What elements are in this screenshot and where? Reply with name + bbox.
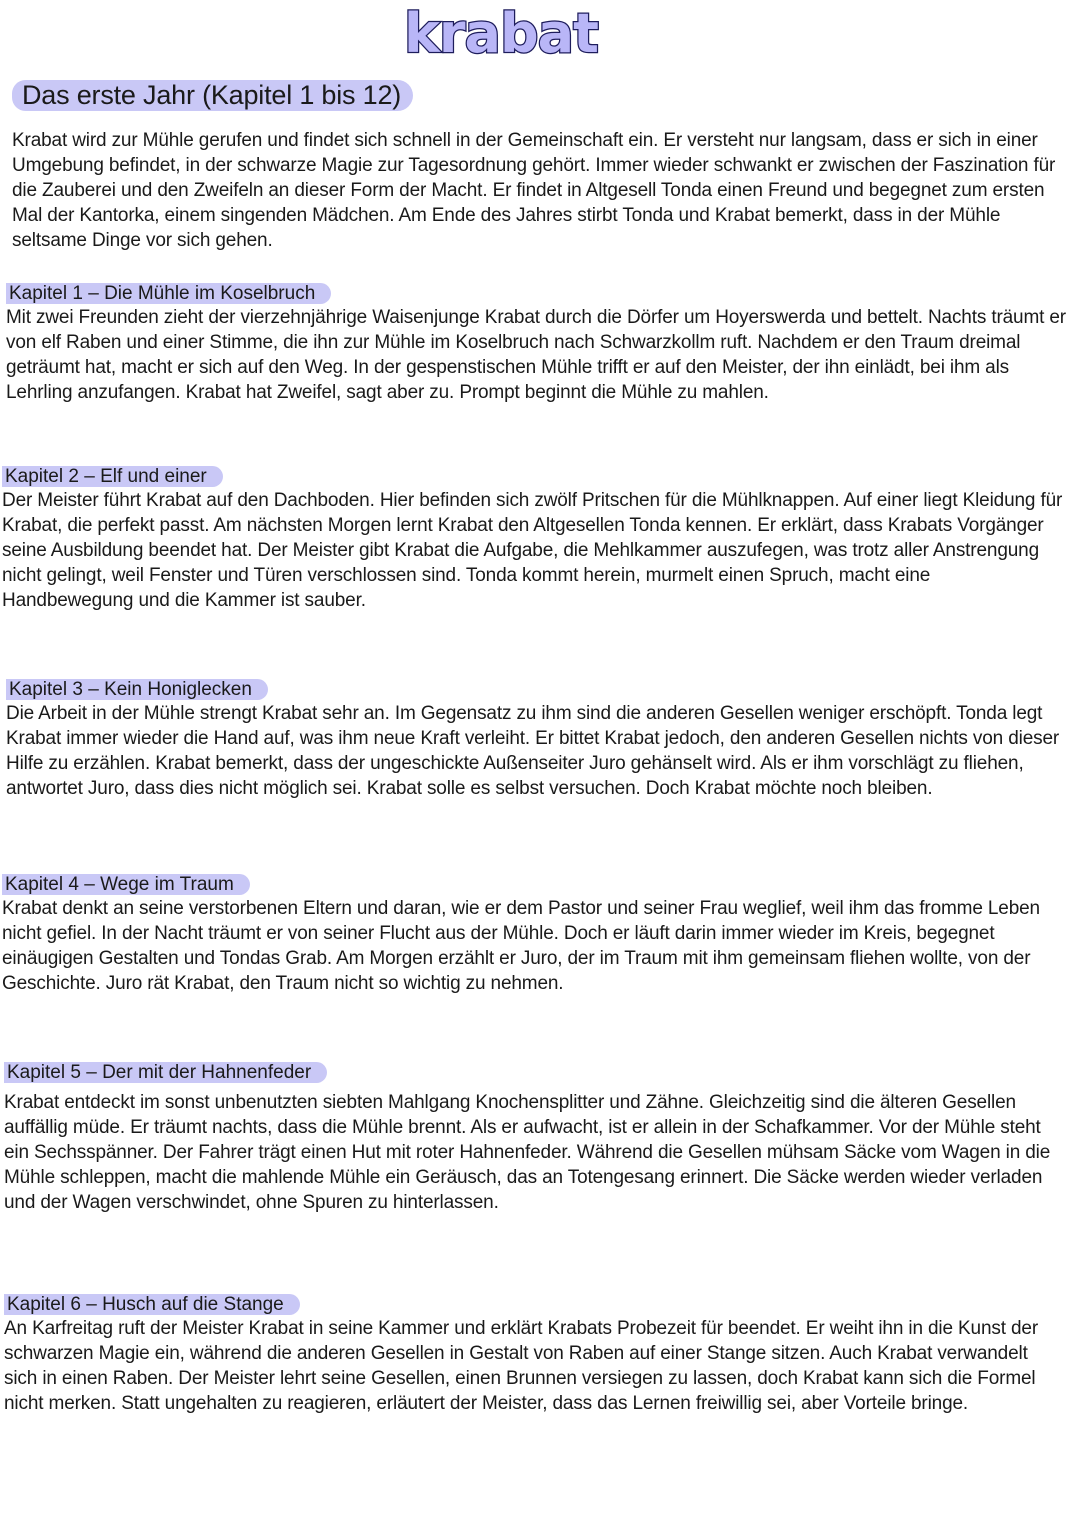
- chapter-2: [2, 466, 1064, 613]
- chapter-paragraph: Die Arbeit in der Mühle strengt Krabat sehr an. Im Gegensatz zu ihm sind die anderen Gesellen weniger erschöpft. Tonda legt Krabat immer wieder die Hand auf, was ihm neue Kraft verleiht. Er bittet Krabat jedoch, den anderen Gesellen nichts von dieser Hilfe zu erzählen. Krabat bemerkt, dass der ungeschickte Außenseiter Juro gehänselt wird. Als er ihm vorschlägt zu fliehen, antwortet Juro, dass dies nicht möglich sei. Krabat solle es selbst versuchen. Doch Krabat möchte noch bleiben.: [6, 703, 1060, 799]
- chapter-5: [4, 1062, 1064, 1215]
- chapter-paragraph: Mit zwei Freunden zieht der vierzehnjährige Waisenjunge Krabat durch die Dörfer um Hoyerswerda und bettelt. Nachts träumt er von elf Raben und einer Stimme, die ihn zur Mühle im Koselbruch nach Schwarzkollm ruft. Nachdem er den Traum dreimal geträumt hat, macht er sich auf den Weg. In der gespenstischen Mühle trifft er auf den Meister, der ihn einlädt, bei ihm als Lehrling anzufangen. Krabat hat Zweifel, sagt aber zu. Prompt beginnt die Mühle zu mahlen.: [6, 307, 1066, 403]
- intro-paragraph: Krabat wird zur Mühle gerufen und findet sich schnell in der Gemeinschaft ein. Er versteht nur langsam, dass er sich in einer Umgebung befindet, in der schwarze Magie zur Tagesordnung gehört. Immer wieder schwankt er zwischen der Faszination für die Zauberei und den Zweifeln an dieser Form der Macht. Er findet in Altgesell Tonda einen Freund und begegnet zum ersten Mal der Kantorka, einem singenden Mädchen. Am Ende des Jahres stirbt Tonda und Krabat bemerkt, dass in der Mühle seltsame Dinge vor sich gehen.: [12, 130, 1056, 251]
- chapter-heading: Kapitel 3 – Kein Honiglecken: [6, 679, 268, 700]
- chapter-4: [2, 874, 1064, 996]
- chapter-heading: Kapitel 1 – Die Mühle im Koselbruch: [6, 283, 331, 304]
- chapter-paragraph: Der Meister führt Krabat auf den Dachboden. Hier befinden sich zwölf Pritschen für die Mühlknappen. Auf einer liegt Kleidung für Krabat, die perfekt passt. Am nächsten Morgen lernt Krabat den Altgesellen Tonda kennen. Er erklärt, dass Krabats Vorgänger seine Ausbildung beendet hat. Der Meister gibt Krabat die Aufgabe, die Mehlkammer auszufegen, was trotz aller Anstrengung nicht gelingt, weil Fenster und Türen verschlossen sind. Tonda kommt herein, murmelt einen Spruch, macht eine Handbewegung und die Kammer ist sauber.: [2, 490, 1063, 611]
- chapter-1: [6, 283, 1066, 405]
- krabat-logo: [400, 2, 620, 62]
- intro-block: [12, 128, 1068, 253]
- chapter-paragraph: Krabat entdeckt im sonst unbenutzten siebten Mahlgang Knochensplitter und Zähne. Gleichzeitig sind die älteren Gesellen auffällig müde. Er träumt nachts, dass die Mühle brennt. Als er aufwacht, ist er allein in der Schafkammer. Vor der Mühle steht ein Sechsspänner. Der Fahrer trägt einen Hut mit roter Hahnenfeder. Während die Gesellen mühsam Säcke vom Wagen in die Mühle schleppen, macht die mahlende Mühle ein Geräusch, das an Totengesang erinnert. Die Säcke werden wieder verladen und der Wagen verschwindet, ohne Spuren zu hinterlassen.: [4, 1092, 1051, 1213]
- chapter-paragraph: Krabat denkt an seine verstorbenen Eltern und daran, wie er dem Pastor und seiner Frau weglief, weil ihm das fromme Leben nicht gefiel. In der Nacht träumt er von seiner Flucht aus der Mühle. Doch er läuft darin immer wieder im Kreis, begegnet einäugigen Gestalten und Tondas Grab. Am Morgen erzählt er Juro, der im Traum mit ihm gemeinsam fliehen wollte, von der Geschichte. Juro rät Krabat, den Traum nicht so wichtig zu nehmen.: [2, 898, 1040, 994]
- section-title-block: [12, 80, 413, 111]
- chapter-paragraph: An Karfreitag ruft der Meister Krabat in seine Kammer und erklärt Krabats Probezeit für beendet. Er weiht ihn in die Kunst der schwarzen Magie ein, während die anderen Gesellen in Gestalt von Raben auf einer Stange sitzen. Auch Krabat verwandelt sich in einen Raben. Der Meister lehrt seine Gesellen, einen Brunnen versiegen zu lassen, doch Krabat kann sich die Formel nicht merken. Statt ungehalten zu reagieren, erläutert der Meister, dass das Lernen freiwillig sei, aber Vorteile bringe.: [4, 1318, 1039, 1414]
- logo-text: krabat: [404, 2, 598, 62]
- chapter-heading: Kapitel 6 – Husch auf die Stange: [4, 1294, 300, 1315]
- chapter-heading: Kapitel 5 – Der mit der Hahnenfeder: [4, 1062, 327, 1083]
- chapter-6: [4, 1294, 1064, 1416]
- chapter-heading: Kapitel 4 – Wege im Traum: [2, 874, 250, 895]
- page-title: Das erste Jahr (Kapitel 1 bis 12): [12, 80, 413, 111]
- chapter-3: [6, 679, 1066, 801]
- chapter-heading: Kapitel 2 – Elf und einer: [2, 466, 223, 487]
